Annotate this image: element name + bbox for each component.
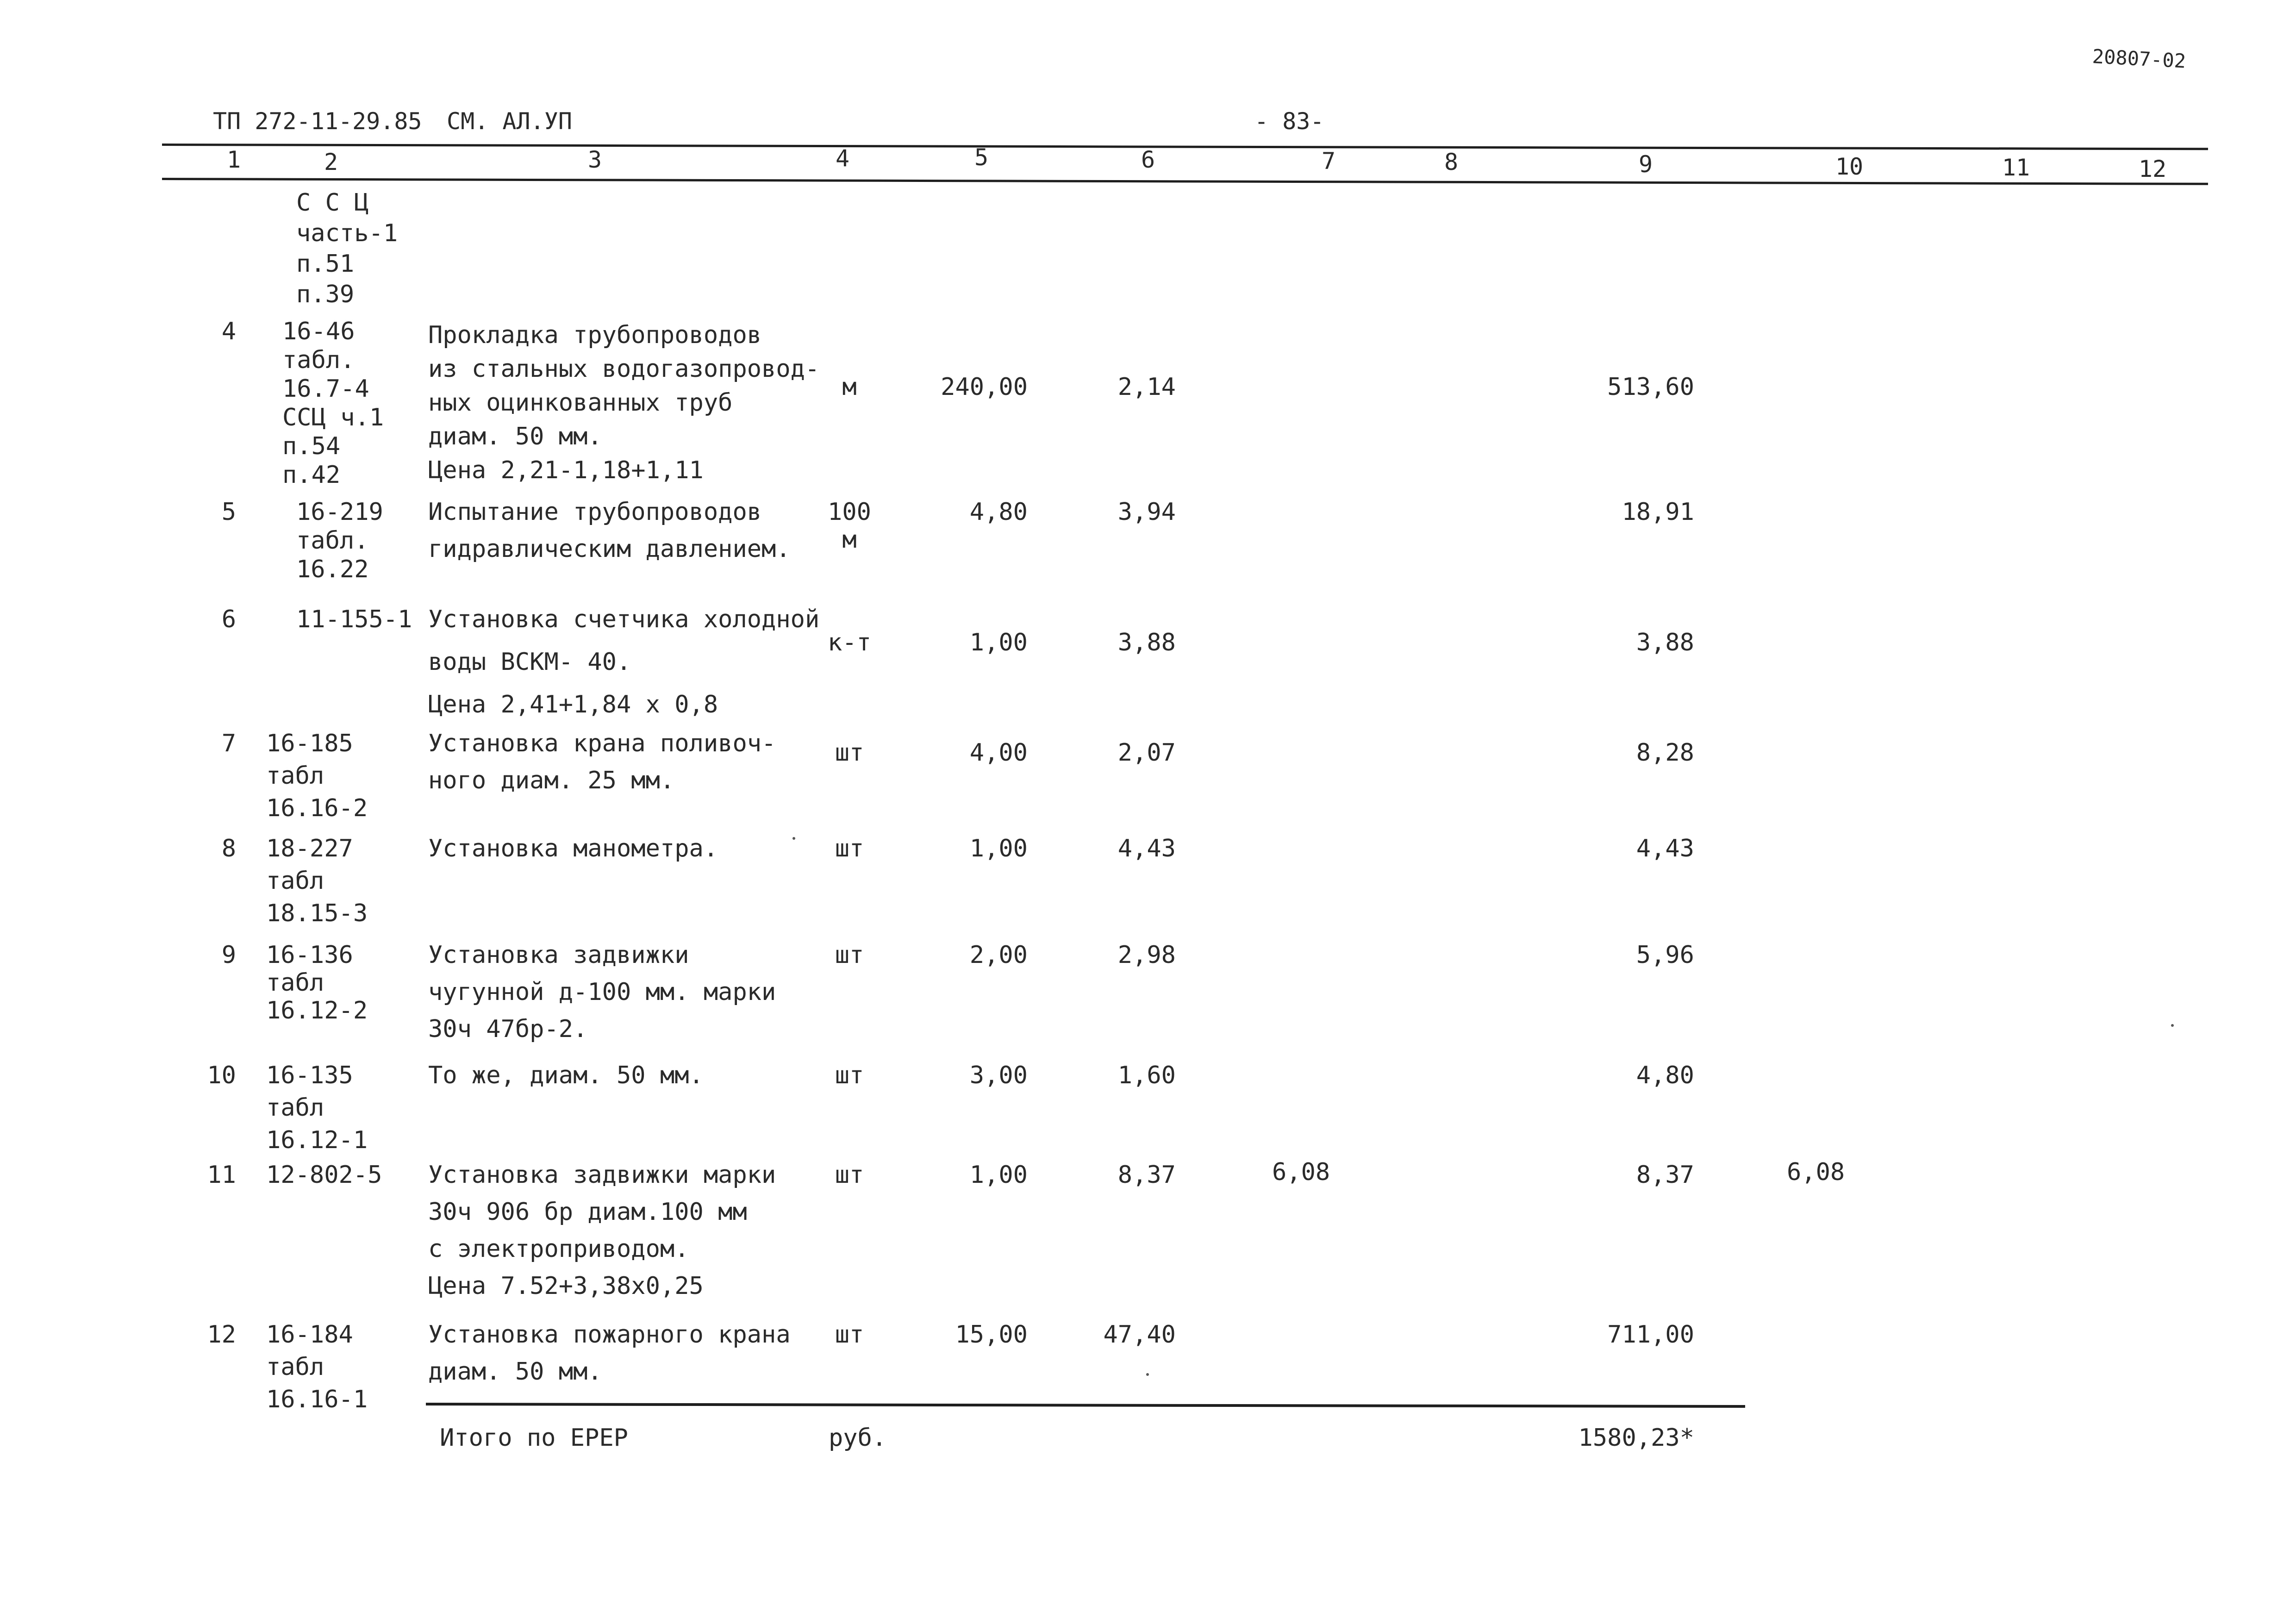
column-number-6: 6 bbox=[1141, 146, 1155, 173]
row-total: 4,43 bbox=[1636, 835, 1694, 862]
unit-line: к-т bbox=[828, 629, 871, 656]
unit-line: шт bbox=[835, 941, 864, 969]
rate-code-line: часть-1 bbox=[296, 219, 398, 247]
rate-code-line: п.42 bbox=[282, 461, 341, 489]
quantity: 1,00 bbox=[969, 835, 1028, 862]
work-description-line: Установка крана поливоч- bbox=[428, 730, 776, 757]
rate-code-line: 16-135 bbox=[266, 1062, 353, 1089]
row-total: 8,28 bbox=[1636, 739, 1694, 767]
rate-code-line: ССЦ ч.1 bbox=[282, 404, 384, 431]
rate-code-line: 16.22 bbox=[296, 556, 369, 583]
row-number: 5 bbox=[221, 498, 236, 526]
row-number: 9 bbox=[221, 941, 236, 969]
unit-line: м bbox=[842, 526, 857, 554]
rate-code-line: табл bbox=[266, 969, 324, 997]
work-description-line: воды ВСКМ- 40. bbox=[428, 648, 631, 676]
quantity: 15,00 bbox=[955, 1321, 1028, 1349]
scan-speck bbox=[1146, 1373, 1149, 1376]
rate-code-line: табл. bbox=[282, 346, 355, 374]
rate-code-line: табл bbox=[266, 1094, 324, 1122]
work-description-line: ного диам. 25 мм. bbox=[428, 767, 675, 794]
row-number: 6 bbox=[221, 606, 236, 633]
rate-code-line: 16-46 bbox=[282, 318, 355, 345]
total-label: Итого по ЕРЕР bbox=[440, 1424, 628, 1452]
work-description-line: гидравлическим давлением. bbox=[428, 535, 791, 563]
work-description-line: Установка задвижки марки bbox=[428, 1161, 776, 1189]
page-number: - 83- bbox=[1254, 108, 1324, 135]
unit-price: 8,37 bbox=[1117, 1161, 1176, 1189]
work-description-line: из стальных водогазопровод- bbox=[428, 355, 820, 383]
corner-note: 20807-02 bbox=[2091, 45, 2187, 73]
work-description-line: Цена 2,21-1,18+1,11 bbox=[428, 456, 704, 484]
work-description-line: Цена 2,41+1,84 х 0,8 bbox=[428, 691, 718, 718]
quantity: 1,00 bbox=[969, 1161, 1028, 1189]
work-description-line: 30ч 906 бр диам.100 мм bbox=[428, 1198, 747, 1226]
row-number: 10 bbox=[207, 1062, 236, 1089]
row-number: 4 bbox=[221, 318, 236, 345]
unit-price: 3,94 bbox=[1117, 498, 1176, 526]
rate-code-line: 16.12-1 bbox=[266, 1126, 368, 1154]
work-description-line: Установка пожарного крана bbox=[428, 1321, 791, 1349]
quantity: 4,00 bbox=[969, 739, 1028, 767]
unit-price: 3,88 bbox=[1117, 629, 1176, 656]
row-total: 4,80 bbox=[1636, 1062, 1694, 1089]
row-total: 5,96 bbox=[1636, 941, 1694, 969]
unit-price: 2,98 bbox=[1117, 941, 1176, 969]
quantity: 4,80 bbox=[969, 498, 1028, 526]
rate-code-line: табл bbox=[266, 762, 324, 790]
rate-code-line: 16-185 bbox=[266, 730, 353, 757]
scan-speck bbox=[792, 837, 795, 840]
unit-price: 2,14 bbox=[1117, 373, 1176, 401]
quantity: 3,00 bbox=[969, 1062, 1028, 1089]
column-number-2: 2 bbox=[324, 149, 338, 175]
work-description-line: Испытание трубопроводов bbox=[428, 498, 762, 526]
work-description-line: То же, диам. 50 мм. bbox=[428, 1062, 704, 1089]
rate-code-line: 16.12-2 bbox=[266, 997, 368, 1024]
rate-code-line: 16.16-1 bbox=[266, 1386, 368, 1413]
column-number-4: 4 bbox=[835, 145, 850, 172]
doc-code: ТП 272-11-29.85 bbox=[213, 108, 422, 135]
row-number: 7 bbox=[221, 730, 236, 757]
quantity: 1,00 bbox=[969, 629, 1028, 656]
unit-line: 100 bbox=[828, 498, 871, 526]
col7-value: 6,08 bbox=[1272, 1158, 1330, 1186]
rate-code-line: 18.15-3 bbox=[266, 899, 368, 927]
rate-code-line: п.51 bbox=[296, 250, 355, 278]
rate-code-line: п.54 bbox=[282, 432, 341, 460]
total-unit: руб. bbox=[829, 1424, 887, 1452]
work-description-line: диам. 50 мм. bbox=[428, 1358, 602, 1386]
rate-code-line: 12-802-5 bbox=[266, 1161, 382, 1189]
row-total: 18,91 bbox=[1622, 498, 1694, 526]
col10-value: 6,08 bbox=[1787, 1158, 1845, 1186]
work-description-line: Цена 7.52+3,38х0,25 bbox=[428, 1272, 704, 1300]
rate-code-line: С С Ц bbox=[296, 189, 369, 217]
rate-code-line: табл. bbox=[296, 527, 369, 555]
column-number-7: 7 bbox=[1321, 148, 1336, 175]
work-description-line: Прокладка трубопроводов bbox=[428, 321, 762, 349]
unit-line: шт bbox=[835, 1321, 864, 1349]
rate-code-line: 18-227 bbox=[266, 835, 353, 862]
unit-price: 2,07 bbox=[1117, 739, 1176, 767]
rate-code-line: 16.16-2 bbox=[266, 794, 368, 822]
work-description-line: Установка манометра. bbox=[428, 835, 718, 862]
row-total: 3,88 bbox=[1636, 629, 1694, 656]
header-bottom-rule bbox=[162, 178, 2208, 185]
row-number: 8 bbox=[221, 835, 236, 862]
column-number-9: 9 bbox=[1638, 151, 1653, 178]
work-description-line: Установка счетчика холодной bbox=[428, 606, 820, 633]
unit-line: шт bbox=[835, 739, 864, 767]
column-number-11: 11 bbox=[2002, 154, 2030, 181]
work-description-line: 30ч 47бр-2. bbox=[428, 1015, 588, 1043]
column-number-12: 12 bbox=[2138, 156, 2167, 182]
quantity: 240,00 bbox=[941, 373, 1028, 401]
row-total: 8,37 bbox=[1636, 1161, 1694, 1189]
rate-code-line: табл bbox=[266, 867, 324, 895]
header-top-rule bbox=[162, 144, 2208, 150]
row-total: 711,00 bbox=[1607, 1321, 1694, 1349]
work-description-line: с электроприводом. bbox=[428, 1235, 689, 1263]
rate-code-line: 16-136 bbox=[266, 941, 353, 969]
unit-line: м bbox=[842, 373, 857, 401]
row-total: 513,60 bbox=[1607, 373, 1694, 401]
work-description-line: ных оцинкованных труб bbox=[428, 389, 733, 417]
rate-code-line: 16-219 bbox=[296, 498, 383, 526]
rate-code-line: табл bbox=[266, 1353, 324, 1381]
row-number: 12 bbox=[207, 1321, 236, 1349]
unit-price: 47,40 bbox=[1103, 1321, 1176, 1349]
column-number-8: 8 bbox=[1444, 149, 1459, 175]
scan-speck bbox=[2171, 1024, 2174, 1027]
unit-line: шт bbox=[835, 835, 864, 862]
unit-price: 1,60 bbox=[1117, 1062, 1176, 1089]
column-number-1: 1 bbox=[226, 146, 241, 173]
rate-code-line: 16.7-4 bbox=[282, 375, 369, 403]
column-number-10: 10 bbox=[1835, 153, 1864, 180]
unit-line: шт bbox=[835, 1062, 864, 1089]
work-description-line: Установка задвижки bbox=[428, 941, 689, 969]
sheet-label: СМ. АЛ.УП bbox=[447, 108, 572, 135]
rate-code-line: 16-184 bbox=[266, 1321, 353, 1349]
total-amount: 1580,23* bbox=[1578, 1424, 1694, 1452]
column-number-5: 5 bbox=[974, 144, 989, 171]
rate-code-line: п.39 bbox=[296, 281, 355, 308]
work-description-line: диам. 50 мм. bbox=[428, 423, 602, 450]
work-description-line: чугунной д-100 мм. марки bbox=[428, 978, 776, 1006]
unit-line: шт bbox=[835, 1161, 864, 1189]
rate-code-line: 11-155-1 bbox=[296, 606, 412, 633]
quantity: 2,00 bbox=[969, 941, 1028, 969]
total-rule bbox=[426, 1403, 1745, 1408]
unit-price: 4,43 bbox=[1117, 835, 1176, 862]
column-number-3: 3 bbox=[587, 146, 602, 173]
row-number: 11 bbox=[207, 1161, 236, 1189]
